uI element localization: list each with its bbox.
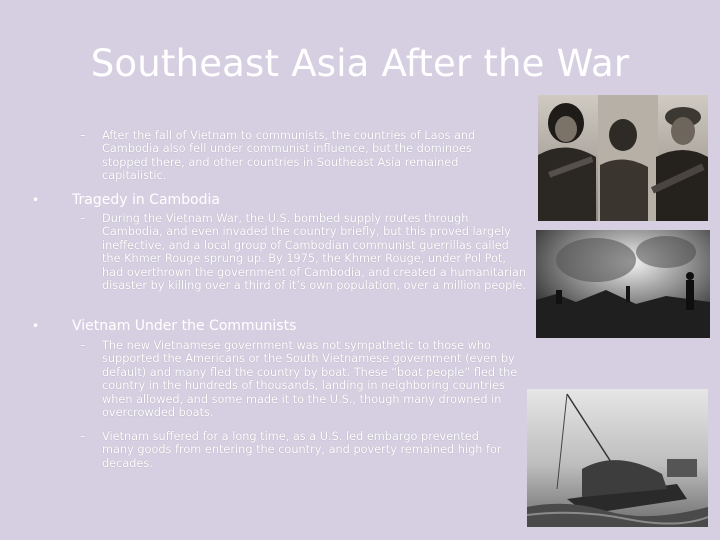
sub-bullet-laos-cambodia (80, 129, 512, 183)
sub-bullet-text: Vietnam suffered for a long time, as a U.S. led embargo prevented many goods from entering the country, and poverty remained high for decades. (102, 430, 502, 470)
bullet-text: Tragedy in Cambodia (72, 192, 220, 208)
dash-marker: – (80, 339, 86, 352)
bullet-dot: • (32, 319, 40, 333)
sub-bullet-text: The new Vietnamese government was not sympathetic to those who supported the Americans or the South Vietnamese government (even by default) and many fled the country by boat. These “boat people” fled the country in the hundreds of thousands, landing in neighboring countries when allowed, and some made it to the U.S., though many drowned in overcrowded boats. (102, 339, 518, 420)
bullet-text: Vietnam Under the Communists (72, 318, 297, 334)
sub-bullet-text: After the fall of Vietnam to communists, the countries of Laos and Cambodia also fell under communist influence, but the dominoes stopped there, and other countries in Southeast Asia remained capitalistic. (102, 129, 476, 183)
bullet-vietnam-under-communists (32, 318, 472, 335)
dash-marker: – (80, 212, 86, 225)
photo-khmer-rouge-soldiers (538, 95, 708, 221)
photo-boat-people (527, 389, 708, 527)
sub-bullet-embargo (80, 430, 512, 470)
dash-marker: – (80, 430, 86, 443)
dash-marker: – (80, 129, 86, 142)
photo-cambodia-destruction (536, 230, 710, 338)
sub-bullet-boat-people (80, 339, 530, 420)
bullet-dot: • (32, 193, 40, 207)
slide-title: Southeast Asia After the War (90, 42, 630, 85)
sub-bullet-text: During the Vietnam War, the U.S. bombed supply routes through Cambodia, and even invaded the country briefly, but this proved largely ineffective, and a local group of Cambodian communist guerrillas called the Khmer Rouge sprung up. By 1975, the Khmer Rouge, under Pol Pot, had overthrown the government of Cambodia, and created a humanitarian disaster by killing over a third of it’s own population, over a million people. (102, 212, 527, 293)
bullet-tragedy-in-cambodia (32, 192, 472, 209)
sub-bullet-khmer-rouge (80, 212, 530, 293)
